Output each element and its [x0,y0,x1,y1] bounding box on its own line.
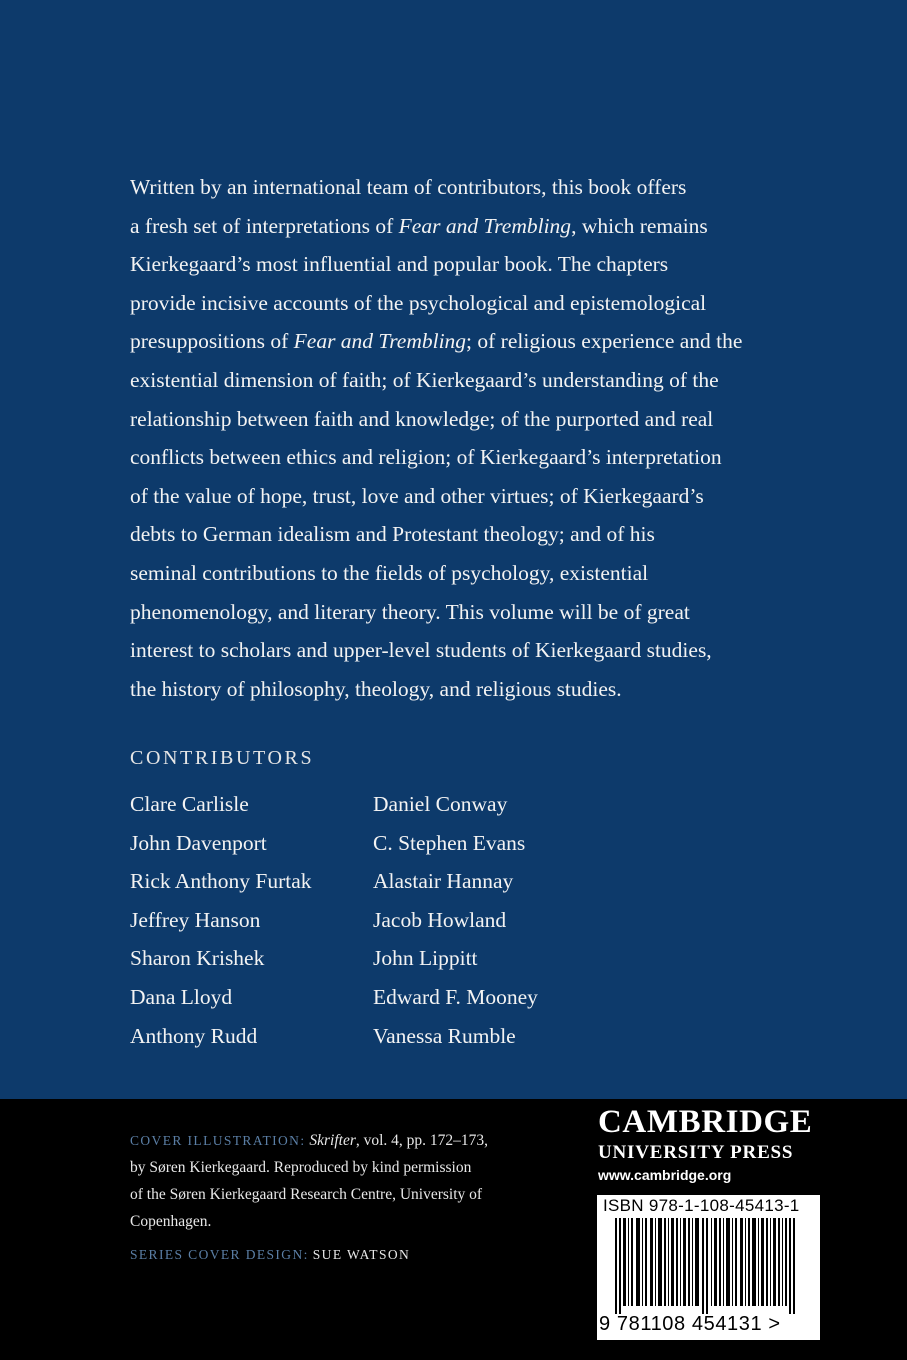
contributor-name: Edward F. Mooney [373,984,538,1009]
blurb-line: interest to scholars and upper-level students of Kierkegaard studies, [130,638,712,663]
contributor-name: Jacob Howland [373,907,507,932]
blurb-line: a fresh set of interpretations of Fear and Trembling, which remains [130,213,708,238]
blurb-line: the history of philosophy, theology, and religious studies. [130,676,622,701]
cover-illustration-label: COVER ILLUSTRATION: [130,1133,306,1148]
contributor-name: John Davenport [130,830,267,855]
contributor-name: Alastair Hannay [373,869,514,894]
isbn-barcode [597,1195,820,1340]
cover-illustration-credit: COVER ILLUSTRATION: Skrifter, vol. 4, pp. 172–173, by Søren Kierkegaard. Reproduced by kind permission of the Søren Kierkegaard Research Centre, University of Copenhagen. [130,1132,489,1230]
blurb-line: debts to German idealism and Protestant theology; and of his [130,522,655,547]
contributor-name: Vanessa Rumble [373,1023,516,1048]
blurb-line: Written by an international team of contributors, this book offers [130,175,687,199]
publisher-logo-name: CAMBRIDGE [598,1104,813,1140]
blurb-line: of the value of hope, trust, love and other virtues; of Kierkegaard’s [130,483,704,508]
blurb-line: provide incisive accounts of the psychological and epistemological [130,290,707,315]
isbn-text: ISBN 978-1-108-45413-1 [603,1196,800,1215]
contributor-name: Rick Anthony Furtak [130,869,312,894]
blurb-line: presuppositions of Fear and Trembling; of religious experience and the [130,329,743,354]
publisher-logo-press: UNIVERSITY PRESS [598,1142,794,1163]
barcode-bars-icon [605,1218,805,1314]
series-design-label: SERIES COVER DESIGN: [130,1247,309,1262]
blurb-line: phenomenology, and literary theory. This volume will be of great [130,599,690,624]
blurb-line: existential dimension of faith; of Kierkegaard’s understanding of the [130,367,719,392]
contributor-name: Clare Carlisle [130,792,249,816]
blurb-line: seminal contributions to the fields of psychology, existential [130,560,649,585]
contributor-name: Jeffrey Hanson [130,907,261,932]
contributor-name: C. Stephen Evans [373,830,526,855]
contributor-name: John Lippitt [373,946,478,971]
contributor-name: Dana Lloyd [130,984,233,1009]
contributors-column-left [130,785,312,1055]
contributors-column-right [373,785,538,1055]
cover-illustration-title: Skrifter [309,1132,356,1149]
book-description [130,168,780,708]
blurb-line: Kierkegaard’s most influential and popular book. The chapters [130,252,669,277]
credit-line: Copenhagen. [130,1213,212,1230]
blurb-line: conflicts between ethics and religion; of Kierkegaard’s interpretation [130,445,722,470]
book-title-italic: Fear and Trembling [293,329,467,354]
contributors-heading: CONTRIBUTORS [130,747,315,769]
series-designer-name: SUE WATSON [312,1247,411,1262]
series-cover-design-credit [130,1244,410,1266]
credit-line: of the Søren Kierkegaard Research Centre, University of [130,1186,483,1203]
blurb-line: relationship between faith and knowledge; of the purported and real [130,406,714,431]
contributor-name: Anthony Rudd [130,1023,258,1048]
barcode-digits: 9 781108 454131 > [599,1313,781,1335]
book-title-italic: Fear and Trembling [398,213,572,238]
contributor-name: Daniel Conway [373,792,508,816]
publisher-url: www.cambridge.org [598,1167,732,1183]
contributor-name: Sharon Krishek [130,946,265,971]
credit-line: by Søren Kierkegaard. Reproduced by kind permission [130,1159,472,1176]
